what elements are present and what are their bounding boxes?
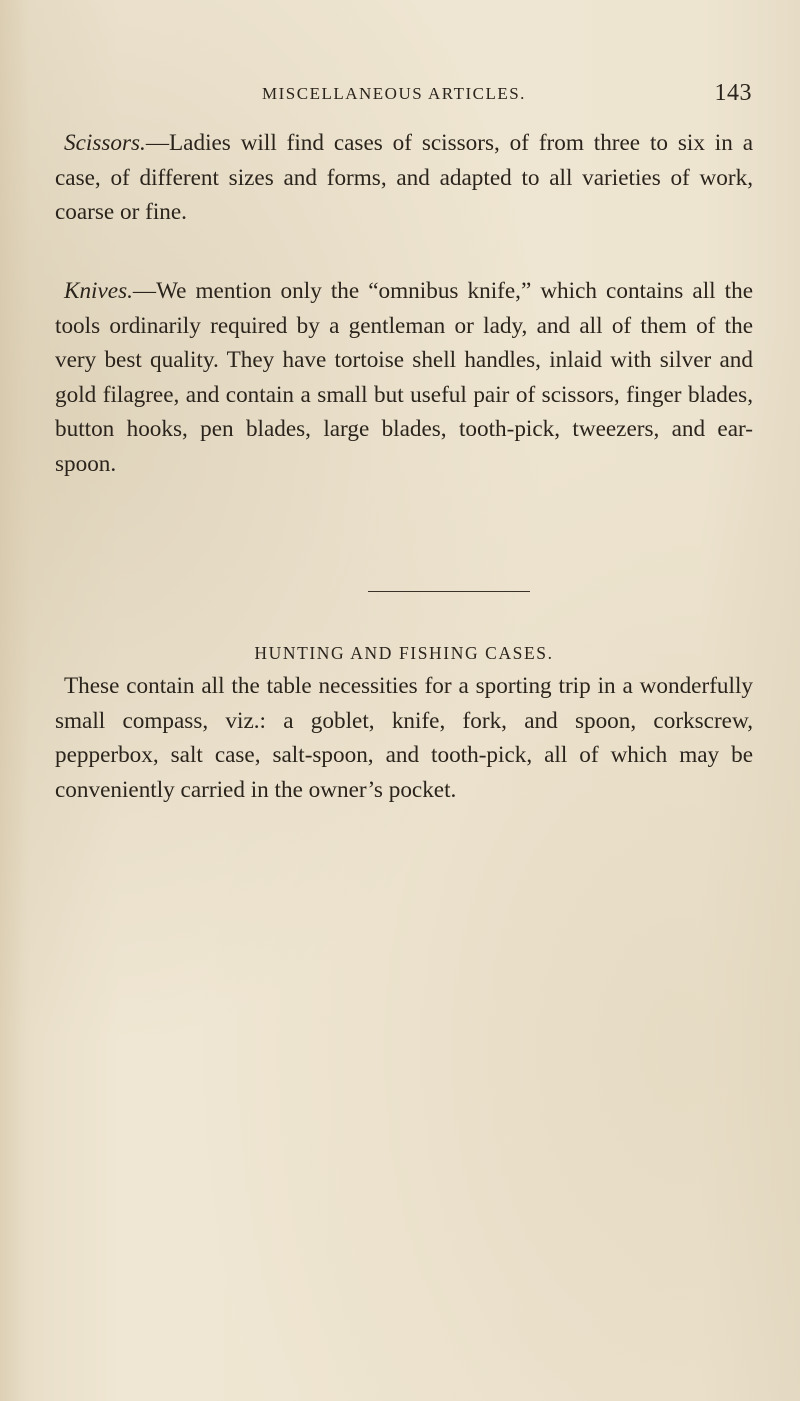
page-number: 143	[714, 80, 752, 106]
section-divider	[368, 591, 530, 592]
paragraph-body-scissors: —Ladies will find cases of scissors, of from three to six in a case, of different sizes and forms, and adapted to all varieties of work, coarse or fine.	[55, 130, 753, 225]
paragraph-hunting-cases: These contain all the table necessities for a sporting trip in a wonderfully small compass, viz.: a goblet, knife, fork, and spoon, corkscrew, pepperbox, salt case, salt-spoon, and tooth-pick, all of which may be conveniently carried in the owner’s pocket.	[55, 673, 753, 803]
paragraph-lead-scissors: Scissors.	[64, 130, 146, 156]
section-heading: HUNTING AND FISHING CASES.	[254, 643, 554, 663]
running-head	[262, 80, 752, 114]
paragraph-body-knives: —We mention only the “omnibus knife,” which contains all the tools ordinarily required by a gentleman or lady, and all of them of the very best quality. They have tortoise shell handles, inlaid with silver and gold filagree, and contain a small but useful pair of scissors, finger blades, button hooks, pen blades, large blades, tooth-pick, tweezers, and ear-spoon.	[55, 278, 753, 477]
paragraph-knives	[55, 274, 753, 481]
paragraph-lead-knives: Knives.	[64, 278, 133, 304]
paragraph-scissors	[55, 126, 753, 230]
running-head-title: MISCELLANEOUS ARTICLES.	[262, 84, 526, 103]
